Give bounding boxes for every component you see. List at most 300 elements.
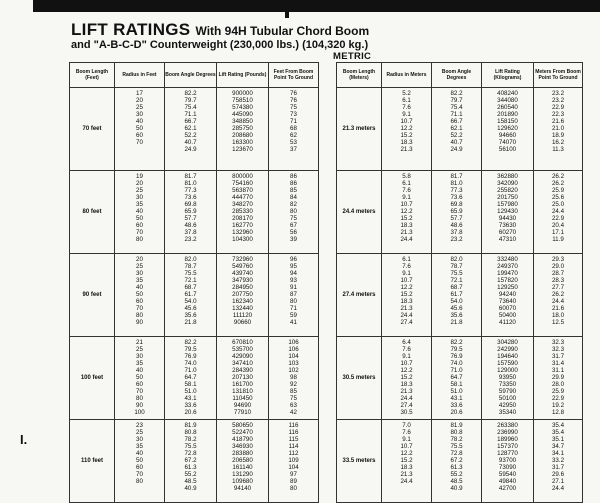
point-value: 116: [288, 429, 299, 437]
point-value: 31.7: [551, 464, 565, 472]
radius-value: 12.2: [400, 284, 413, 292]
rating-value: 444770: [232, 194, 253, 202]
rating-value: 93700: [498, 457, 517, 465]
rating-value: 132960: [232, 229, 253, 237]
point-cell: [269, 254, 319, 337]
point-value: 20.4: [551, 222, 565, 230]
point-value: 80: [290, 208, 297, 216]
rating-value: 41120: [499, 319, 516, 327]
rating-value: 129000: [497, 367, 518, 375]
rating-value: 263380: [497, 422, 518, 429]
angle-value: 65.9: [184, 208, 197, 216]
point-value: 28.3: [551, 277, 565, 285]
point-value: 109: [288, 457, 299, 465]
counterweight-line: and "A-B-C-D" Counterweight (230,000 lbs.) (104,320 kg.): [71, 39, 369, 51]
radius-value: 19: [136, 173, 143, 180]
radius-value: 60: [136, 381, 143, 389]
metric-table: [336, 62, 583, 503]
table-row: [70, 420, 319, 503]
point-value: 35.4: [551, 422, 565, 429]
rating-value: 77910: [233, 409, 252, 417]
radius-value: 7.6: [402, 187, 411, 195]
angle-value: 82.2: [450, 339, 463, 346]
rating-value: 284390: [232, 367, 253, 375]
boom-length-cell: 110 feet: [70, 420, 115, 503]
point-value: 104: [288, 464, 299, 472]
boom-length-cell: 100 feet: [70, 337, 115, 420]
rating-value: 47310: [498, 236, 517, 244]
rating-value: 563870: [232, 187, 253, 195]
rating-value: 161140: [232, 464, 253, 472]
column-header: Boom Angle Degrees: [432, 63, 482, 88]
rating-value: 158150: [497, 118, 518, 126]
radius-value: 24.4: [400, 236, 413, 244]
angle-value: 48.6: [450, 222, 463, 230]
angle-value: 66.7: [184, 118, 197, 126]
angle-cell: [432, 171, 482, 254]
radius-value: 10.7: [400, 443, 413, 451]
angle-value: 73.6: [184, 194, 197, 202]
angle-value: 57.7: [184, 215, 197, 223]
metric-header-row: [337, 63, 583, 88]
point-value: 24.4: [551, 208, 565, 216]
rating-value: 344080: [497, 97, 518, 105]
rating-cell: [217, 254, 269, 337]
radius-value: 50: [136, 457, 143, 465]
point-value: 39: [290, 236, 297, 244]
radius-value: 30: [136, 194, 143, 202]
point-value: 35.4: [551, 429, 565, 437]
point-value: 21.6: [551, 118, 565, 126]
angle-value: 64.7: [450, 374, 463, 382]
rating-value: 128770: [497, 450, 518, 458]
rating-value: 199470: [497, 270, 518, 278]
point-value: 91: [290, 284, 297, 292]
angle-value: 80.8: [184, 429, 197, 437]
angle-value: 69.8: [184, 201, 197, 209]
angle-value: 81.7: [450, 173, 463, 180]
point-value: 56: [290, 229, 297, 237]
angle-value: 67.2: [184, 457, 197, 465]
angle-value: 54.0: [184, 298, 197, 306]
point-value: 87: [290, 291, 297, 299]
point-value: 68: [290, 125, 297, 133]
angle-value: 78.7: [450, 263, 463, 271]
angle-value: 80.8: [450, 429, 463, 437]
rating-value: 59790: [498, 388, 517, 396]
point-value: 102: [288, 367, 299, 375]
point-value: 26.2: [551, 180, 565, 188]
rating-value: 94430: [498, 215, 517, 223]
angle-value: 37.8: [450, 229, 463, 237]
rating-value: 285750: [232, 125, 253, 133]
point-value: 33.2: [551, 457, 565, 465]
rating-value: 408240: [497, 90, 518, 97]
radius-value: 6.1: [402, 256, 411, 263]
rating-value: 284950: [232, 284, 253, 292]
angle-value: 78.2: [450, 436, 463, 444]
rating-value: 201750: [497, 194, 518, 202]
point-cell: [534, 254, 583, 337]
angle-value: 81.9: [184, 422, 197, 429]
radius-value: 40: [136, 118, 143, 126]
rating-value: 439740: [232, 270, 253, 278]
radius-value: 25: [136, 187, 143, 195]
rating-cell: [217, 171, 269, 254]
point-value: 12.5: [551, 319, 565, 327]
rating-value: 93950: [498, 374, 517, 382]
radius-value: 30: [136, 436, 143, 444]
radius-value: 25: [136, 346, 143, 354]
rating-value: 94140: [233, 485, 252, 493]
point-value: 75: [290, 215, 297, 223]
angle-value: 82.2: [184, 339, 197, 346]
table-row: [337, 88, 583, 171]
point-value: 12.8: [551, 409, 565, 417]
rating-value: 304280: [497, 339, 518, 346]
radius-cell: [115, 171, 165, 254]
table-row: [337, 171, 583, 254]
rating-value: 50400: [498, 312, 517, 320]
angle-value: 67.2: [450, 457, 463, 465]
angle-cell: [432, 88, 482, 171]
angle-cell: [432, 337, 482, 420]
radius-value: 25: [136, 104, 143, 112]
rating-value: 754160: [232, 180, 253, 188]
rating-cell: [217, 420, 269, 503]
table-row: [70, 171, 319, 254]
angle-value: 79.5: [184, 346, 197, 354]
rating-value: 194640: [497, 353, 518, 361]
rating-value: 163300: [232, 139, 253, 147]
angle-value: 21.8: [450, 319, 463, 327]
radius-cell: [382, 254, 432, 337]
point-value: 76: [290, 90, 297, 97]
angle-value: 75.5: [450, 443, 463, 451]
point-value: 22.9: [551, 395, 565, 403]
radius-value: 70: [136, 471, 143, 479]
rating-value: 255820: [497, 187, 518, 195]
point-value: 85: [290, 388, 297, 396]
point-value: 27.1: [551, 478, 565, 486]
angle-value: 45.6: [184, 305, 197, 313]
point-value: 98: [290, 374, 297, 382]
angle-value: 81.9: [450, 422, 463, 429]
radius-value: 21.3: [400, 146, 413, 154]
radius-cell: [115, 88, 165, 171]
rating-value: 900000: [232, 90, 253, 97]
angle-value: 72.1: [184, 277, 197, 285]
rating-value: 157820: [497, 277, 518, 285]
point-value: 24.4: [551, 298, 565, 306]
point-value: 76: [290, 97, 297, 105]
rating-value: 123670: [232, 146, 253, 154]
point-value: 93: [290, 277, 297, 285]
radius-value: 10.7: [400, 360, 413, 368]
rating-value: 260540: [497, 104, 518, 112]
radius-value: 60: [136, 222, 143, 230]
column-header: Boom Angle Degrees: [165, 63, 217, 88]
rating-value: 157590: [497, 360, 518, 368]
radius-value: 80: [136, 395, 143, 403]
angle-value: 55.2: [184, 471, 197, 479]
radius-value: 15.2: [400, 215, 413, 223]
rating-value: 346930: [232, 443, 253, 451]
point-value: 31.7: [551, 353, 565, 361]
point-value: 37: [290, 146, 297, 154]
angle-value: 33.6: [184, 402, 197, 410]
angle-value: 51.0: [184, 388, 197, 396]
point-value: 97: [290, 471, 297, 479]
radius-value: 60: [136, 132, 143, 140]
radius-cell: [382, 337, 432, 420]
rating-value: 129430: [497, 208, 518, 216]
angle-cell: [165, 420, 217, 503]
angle-value: 61.7: [450, 291, 463, 299]
angle-value: 45.6: [450, 305, 463, 313]
rating-value: 347410: [232, 360, 253, 368]
angle-value: 76.9: [184, 353, 197, 361]
radius-value: 60: [136, 298, 143, 306]
rating-value: 109680: [232, 478, 253, 486]
point-cell: [534, 171, 583, 254]
angle-value: 81.0: [450, 180, 463, 188]
radius-cell: [382, 88, 432, 171]
imperial-header-row: [70, 63, 319, 88]
radius-value: 12.2: [400, 125, 413, 133]
point-value: 94: [290, 270, 297, 278]
boom-length-cell: 30.5 meters: [337, 337, 382, 420]
angle-value: 64.7: [184, 374, 197, 382]
boom-length-cell: 70 feet: [70, 88, 115, 171]
rating-value: 73090: [498, 464, 517, 472]
angle-value: 75.4: [184, 104, 197, 112]
angle-cell: [165, 254, 217, 337]
point-value: 41: [290, 319, 297, 327]
radius-value: 40: [136, 450, 143, 458]
point-value: 103: [288, 360, 299, 368]
radius-value: 6.1: [402, 180, 411, 188]
radius-value: 18.3: [400, 139, 413, 147]
angle-value: 75.5: [184, 270, 197, 278]
rating-cell: [217, 88, 269, 171]
radius-value: 6.1: [402, 97, 411, 105]
angle-value: 35.6: [184, 312, 197, 320]
rating-value: 35340: [498, 409, 517, 417]
point-value: 29.9: [551, 374, 565, 382]
point-value: 24.4: [551, 485, 565, 493]
point-value: 26.2: [551, 291, 565, 299]
point-value: 42: [290, 409, 297, 417]
radius-value: 30: [136, 111, 143, 119]
angle-value: 82.2: [184, 90, 197, 97]
radius-value: 35: [136, 443, 143, 451]
radius-value: 90: [136, 402, 143, 410]
point-value: 67: [290, 222, 297, 230]
angle-value: 79.7: [450, 97, 463, 105]
rating-value: 574380: [232, 104, 253, 112]
angle-value: 68.7: [184, 284, 197, 292]
point-value: 85: [290, 187, 297, 195]
point-value: 86: [290, 173, 297, 180]
rating-value: 42700: [498, 485, 517, 493]
point-value: 84: [290, 194, 297, 202]
point-value: 96: [290, 256, 297, 263]
rating-value: 90660: [233, 319, 252, 327]
angle-value: 77.3: [184, 187, 197, 195]
margin-mark: I.: [20, 432, 28, 447]
rating-value: 732960: [232, 256, 253, 263]
radius-value: 9.1: [402, 436, 411, 444]
rating-value: 129250: [497, 284, 518, 292]
point-value: 75: [290, 104, 297, 112]
angle-value: 20.6: [184, 409, 197, 417]
radius-cell: [115, 337, 165, 420]
point-value: 71: [290, 305, 297, 313]
radius-value: 5.8: [402, 173, 411, 180]
imperial-table: [69, 62, 319, 503]
angle-value: 71.0: [184, 367, 197, 375]
angle-value: 48.6: [184, 222, 197, 230]
point-value: 21.6: [551, 305, 565, 313]
point-value: 19.2: [551, 402, 565, 410]
radius-value: 24.4: [400, 478, 413, 486]
rating-value: 132440: [232, 305, 253, 313]
radius-cell: [382, 420, 432, 503]
angle-value: 24.9: [184, 146, 197, 154]
point-value: 112: [288, 450, 299, 458]
radius-value: 50: [136, 125, 143, 133]
point-value: 23.2: [551, 97, 565, 105]
radius-value: 6.4: [402, 339, 411, 346]
angle-value: 48.5: [184, 478, 197, 486]
rating-value: 206580: [232, 457, 253, 465]
point-value: 104: [288, 353, 299, 361]
metric-label: METRIC: [333, 51, 372, 62]
rating-value: 758510: [232, 97, 253, 105]
radius-value: 70: [136, 305, 143, 313]
point-value: 86: [290, 180, 297, 188]
radius-value: 40: [136, 208, 143, 216]
angle-value: 79.5: [450, 346, 463, 354]
point-value: 53: [290, 139, 297, 147]
angle-value: 43.1: [184, 395, 197, 403]
rating-cell: [482, 337, 534, 420]
point-cell: [269, 420, 319, 503]
rating-cell: [217, 337, 269, 420]
angle-value: 65.9: [450, 208, 463, 216]
angle-value: 40.7: [184, 139, 197, 147]
radius-value: 21: [136, 339, 143, 346]
radius-value: 35: [136, 201, 143, 209]
point-value: 27.7: [551, 284, 565, 292]
point-value: 16.2: [551, 139, 565, 147]
angle-cell: [165, 337, 217, 420]
rating-value: 208680: [232, 132, 253, 140]
radius-value: 10.7: [400, 201, 413, 209]
top-rule: [33, 0, 600, 12]
point-value: 73: [290, 111, 297, 119]
angle-value: 51.0: [450, 388, 463, 396]
angle-value: 75.5: [184, 443, 197, 451]
radius-value: 24.4: [400, 312, 413, 320]
angle-value: 82.0: [450, 256, 463, 263]
table-row: [337, 254, 583, 337]
point-value: 23.2: [551, 90, 565, 97]
point-value: 34.7: [551, 443, 565, 451]
angle-value: 69.8: [450, 201, 463, 209]
point-value: 25.9: [551, 388, 565, 396]
radius-value: 50: [136, 374, 143, 382]
radius-value: 7.0: [402, 422, 411, 429]
table-row: [337, 420, 583, 503]
rating-value: 347930: [232, 277, 253, 285]
rating-cell: [482, 254, 534, 337]
radius-value: 9.1: [402, 111, 411, 119]
point-value: 115: [288, 436, 299, 444]
rating-value: 429090: [232, 353, 253, 361]
radius-value: 80: [136, 312, 143, 320]
radius-value: 21.3: [400, 471, 413, 479]
angle-value: 33.6: [450, 402, 463, 410]
radius-value: 60: [136, 464, 143, 472]
rating-value: 249370: [497, 263, 518, 271]
angle-cell: [165, 171, 217, 254]
angle-cell: [432, 420, 482, 503]
angle-value: 23.2: [450, 236, 463, 244]
angle-value: 78.7: [184, 263, 197, 271]
boom-length-cell: 80 feet: [70, 171, 115, 254]
table-row: [70, 337, 319, 420]
rating-value: 94660: [498, 132, 517, 140]
point-value: 114: [288, 443, 299, 451]
rating-value: 236990: [497, 429, 518, 437]
radius-value: 25: [136, 263, 143, 271]
radius-value: 80: [136, 478, 143, 486]
point-value: 26.2: [551, 173, 565, 180]
angle-value: 37.8: [184, 229, 197, 237]
angle-value: 71.1: [450, 111, 463, 119]
angle-value: 40.7: [450, 139, 463, 147]
angle-value: 54.0: [450, 298, 463, 306]
point-value: 25.6: [551, 194, 565, 202]
column-header: Feet From Boom Point To Ground: [269, 63, 319, 88]
radius-value: 9.1: [402, 353, 411, 361]
point-value: 28.7: [551, 270, 565, 278]
radius-value: 100: [134, 409, 145, 417]
rating-value: 418790: [232, 436, 253, 444]
rating-value: 73640: [498, 298, 517, 306]
point-value: 32.3: [551, 339, 565, 346]
rating-value: 285330: [232, 208, 253, 216]
rating-value: 131290: [232, 471, 253, 479]
imperial-body: [70, 88, 319, 503]
point-value: 59: [290, 312, 297, 320]
radius-value: 27.4: [400, 319, 413, 327]
angle-value: 82.0: [184, 256, 197, 263]
radius-value: 50: [136, 215, 143, 223]
radius-value: 15.2: [400, 291, 413, 299]
rating-value: 362880: [497, 173, 518, 180]
boom-length-cell: 21.3 meters: [337, 88, 382, 171]
rating-value: 56100: [498, 146, 517, 154]
angle-value: 75.4: [450, 104, 463, 112]
column-header: Boom Length (Feet): [70, 63, 115, 88]
radius-value: 30.5: [400, 409, 413, 417]
radius-value: 7.6: [402, 263, 411, 271]
radius-value: 15.2: [400, 374, 413, 382]
radius-value: 18.3: [400, 464, 413, 472]
